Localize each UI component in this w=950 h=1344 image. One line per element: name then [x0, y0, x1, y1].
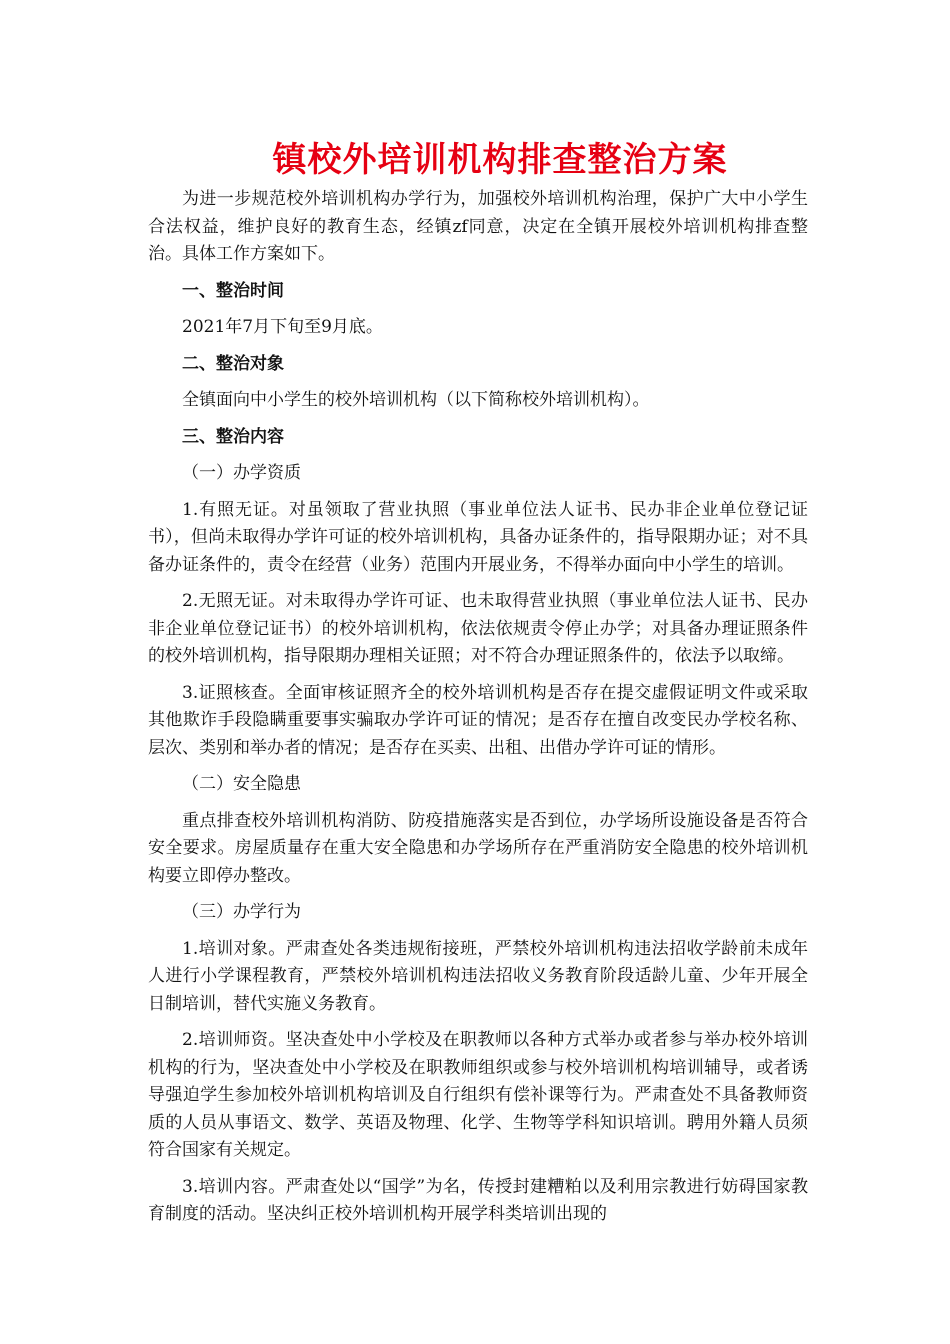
subsection-heading: （一）办学资质: [182, 463, 301, 483]
paragraph: 3.证照核查。全面审核证照齐全的校外培训机构是否存在提交虚假证明文件或采取其他欺诈手段隐瞒重要事实骗取办学许可证的情况；是否存在擅自改变民办学校名称、层次、类别和举办者的情况；是否存在买卖、出租、出借办学许可证的情形。: [148, 682, 808, 758]
document-title-text: 镇校外培训机构排查整治方案: [272, 140, 728, 180]
paragraph: 2.无照无证。对未取得办学许可证、也未取得营业执照（事业单位法人证书、民办非企业单位登记证书）的校外培训机构，依法依规责令停止办学；对具备办理证照条件的校外培训机构，指导限期办理相关证照；对不符合办理证照条件的，依法予以取缔。: [148, 591, 808, 666]
paragraph: 1.培训对象。严肃查处各类违规衔接班，严禁校外培训机构违法招收学龄前未成年人进行小学课程教育，严禁校外培训机构违法招收义务教育阶段适龄儿童、少年开展全日制培训，替代实施义务教育。: [148, 938, 808, 1014]
subsection-heading: （二）安全隐患: [182, 774, 301, 794]
paragraph: 重点排查校外培训机构消防、防疫措施落实是否到位，办学场所设施设备是否符合安全要求。房屋质量存在重大安全隐患和办学场所存在严重消防安全隐患的校外培训机构要立即停办整改。: [148, 810, 808, 886]
paragraph: 全镇面向中小学生的校外培训机构（以下简称校外培训机构）。: [182, 390, 650, 410]
paragraph: 为进一步规范校外培训机构办学行为，加强校外培训机构治理，保护广大中小学生合法权益，维护良好的教育生态，经镇zf同意，决定在全镇开展校外培训机构排查整治。具体工作方案如下。: [148, 189, 808, 264]
section-heading: 一、整治时间: [182, 280, 284, 301]
document-body: [148, 186, 808, 1238]
section-heading: 三、整治内容: [182, 426, 284, 447]
paragraph: 2021年7月下旬至9月底。: [182, 317, 383, 337]
document-title: [0, 138, 950, 182]
paragraph: 3.培训内容。严肃查处以“国学”为名，传授封建糟粕以及利用宗教进行妨碍国家教育制度的活动。坚决纠正校外培训机构开展学科类培训出现的: [148, 1176, 808, 1224]
paragraph: 2.培训师资。坚决查处中小学校及在职教师以各种方式举办或者参与举办校外培训机构的行为，坚决查处中小学校及在职教师组织或参与校外培训机构培训辅导，或者诱导强迫学生参加校外培训机构培训及自行组织有偿补课等行为。严肃查处不具备教师资质的人员从事语文、数学、英语及物理、化学、生物等学科知识培训。聘用外籍人员须符合国家有关规定。: [148, 1030, 808, 1160]
section-heading: 二、整治对象: [182, 353, 284, 374]
subsection-heading: （三）办学行为: [182, 902, 301, 922]
paragraph: 1.有照无证。对虽领取了营业执照（事业单位法人证书、民办非企业单位登记证书），但尚未取得办学许可证的校外培训机构，具备办证条件的，指导限期办证；对不具备办证条件的，责令在经营（业务）范围内开展业务，不得举办面向中小学生的培训。: [148, 499, 808, 575]
